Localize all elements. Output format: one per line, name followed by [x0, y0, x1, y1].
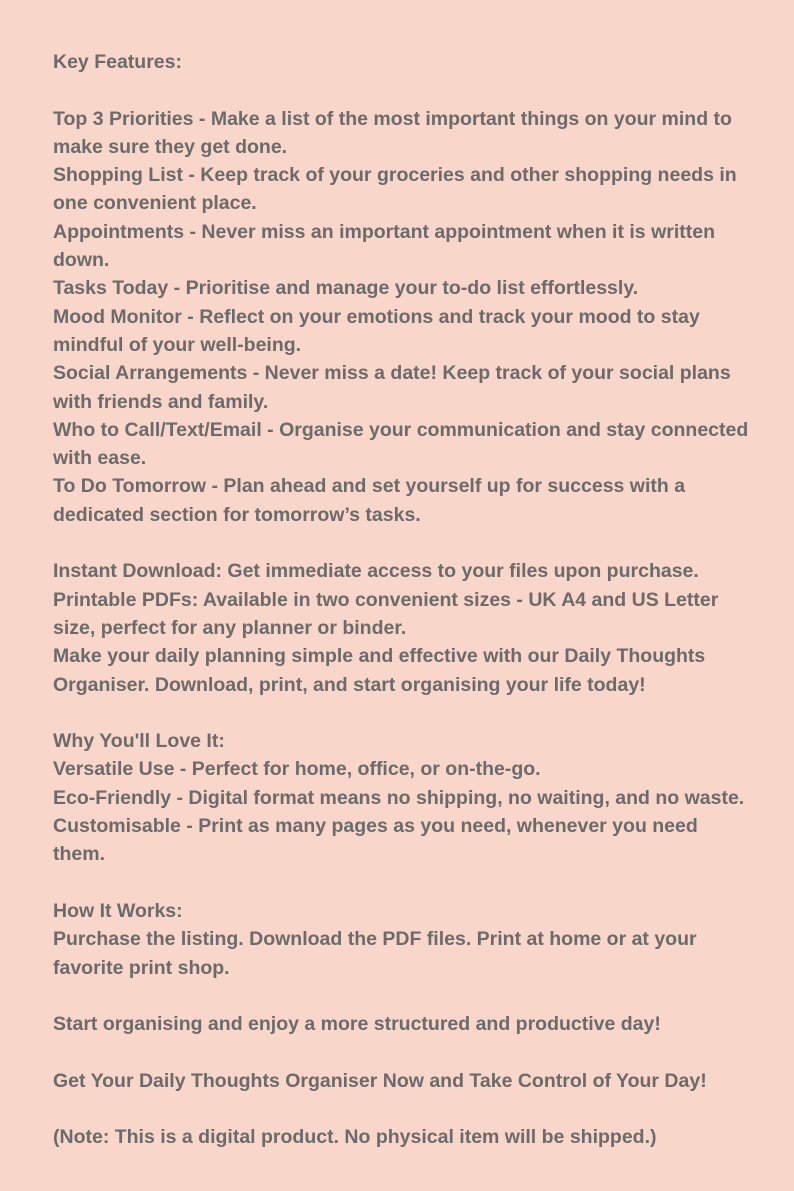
feature-line: To Do Tomorrow - Plan ahead and set yourself up for success with a: [53, 475, 686, 498]
feature-line: Shopping List - Keep track of your groceries and other shopping needs in: [53, 164, 737, 187]
why-list: [53, 755, 754, 868]
spacer: [53, 699, 754, 727]
why-line: Versatile Use - Perfect for home, office, or on-the-go.: [53, 758, 541, 781]
spacer: [53, 1038, 754, 1066]
feature-line: mindful of your well-being.: [53, 333, 302, 356]
feature-line: Social Arrangements - Never miss a date! Keep track of your social plans: [53, 362, 731, 385]
feature-line: Who to Call/Text/Email - Organise your communication and stay connected: [53, 418, 749, 441]
feature-line: dedicated section for tomorrow’s tasks.: [53, 503, 421, 526]
closing-line: Start organising and enjoy a more structured and productive day!: [53, 1013, 661, 1036]
feature-line: with ease.: [53, 447, 147, 470]
download-line: Instant Download: Get immediate access to your files upon purchase.: [53, 560, 699, 583]
feature-line: one convenient place.: [53, 192, 257, 215]
how-heading: How It Works:: [53, 899, 183, 922]
feature-line: Appointments - Never miss an important appointment when it is written: [53, 220, 715, 243]
feature-line: Tasks Today - Prioritise and manage your to-do list effortlessly.: [53, 277, 639, 300]
call-to-action: Get Your Daily Thoughts Organiser Now and Take Control of Your Day!: [53, 1069, 707, 1092]
spacer: [53, 76, 754, 104]
feature-line: down.: [53, 249, 110, 272]
feature-line: with friends and family.: [53, 390, 269, 413]
why-heading: Why You'll Love It:: [53, 730, 225, 753]
key-features-heading: Key Features:: [53, 51, 182, 73]
why-line: Eco-Friendly - Digital format means no shipping, no waiting, and no waste.: [53, 786, 745, 809]
download-info: [53, 557, 754, 698]
why-line: Customisable - Print as many pages as you need, whenever you need: [53, 815, 698, 838]
download-line: size, perfect for any planner or binder.: [53, 616, 407, 639]
features-list: [53, 105, 754, 529]
how-list: [53, 925, 754, 982]
feature-line: Top 3 Priorities - Make a list of the most important things on your mind to: [53, 107, 732, 130]
spacer: [53, 1095, 754, 1123]
how-line: favorite print shop.: [53, 956, 230, 979]
why-line: them.: [53, 843, 106, 866]
download-line: Printable PDFs: Available in two convenient sizes - UK A4 and US Letter: [53, 588, 719, 611]
download-line: Make your daily planning simple and effective with our Daily Thoughts: [53, 645, 706, 668]
feature-line: make sure they get done.: [53, 135, 288, 158]
spacer: [53, 982, 754, 1010]
feature-line: Mood Monitor - Reflect on your emotions and track your mood to stay: [53, 305, 700, 328]
spacer: [53, 529, 754, 557]
digital-product-note: (Note: This is a digital product. No physical item will be shipped.): [53, 1126, 657, 1149]
how-line: Purchase the listing. Download the PDF files. Print at home or at your: [53, 928, 697, 951]
spacer: [53, 869, 754, 897]
download-line: Organiser. Download, print, and start organising your life today!: [53, 673, 646, 696]
